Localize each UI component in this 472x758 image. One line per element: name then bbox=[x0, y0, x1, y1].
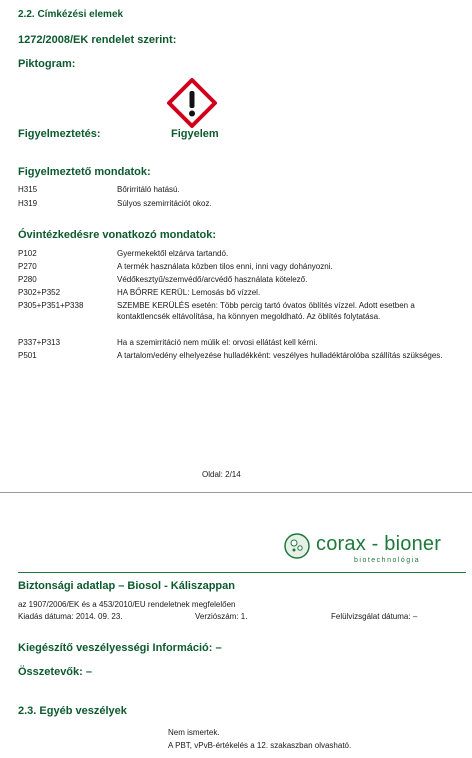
precaution-code: P280 bbox=[18, 275, 37, 284]
version-number: Verziószám: 1. bbox=[195, 612, 248, 621]
precaution-code: P501 bbox=[18, 351, 37, 360]
precaution-text: Ha a szemirritáció nem múlik el: orvosi ellátást kell kérni. bbox=[117, 338, 318, 347]
precaution-text: Gyermekektől elzárva tartandó. bbox=[117, 249, 229, 258]
other-hazards-line: A PBT, vPvB-értékelés a 12. szakaszban olvasható. bbox=[168, 741, 352, 750]
ingredients: Összetevők: – bbox=[18, 666, 92, 678]
hazard-text: Súlyos szemirritációt okoz. bbox=[117, 199, 212, 208]
logo-name: corax - bioner bbox=[316, 533, 442, 555]
precaution-text: A termék használata közben tilos enni, inni vagy dohányozni. bbox=[117, 262, 333, 271]
section-title: 2.2. Címkézési elemek bbox=[18, 9, 124, 20]
page-number: Oldal: 2/14 bbox=[202, 470, 241, 479]
logo-subtitle: biotechnológia bbox=[354, 557, 421, 564]
precaution-code: P305+P351+P338 bbox=[18, 301, 84, 310]
warning-label: Figyelmeztetés: bbox=[18, 128, 101, 140]
precaution-text: A tartalom/edény elhelyezése hulladékként: veszélyes hulladéktárolóba szállítás szükséges. bbox=[117, 351, 443, 360]
extra-safety-info: Kiegészítő veszélyességi Információ: – bbox=[18, 642, 222, 654]
precaution-code: P302+P352 bbox=[18, 288, 61, 297]
precaution-code: P337+P313 bbox=[18, 338, 61, 347]
corax-bioner-logo-icon bbox=[284, 533, 310, 559]
issue-date: Kiadás dátuma: 2014. 09. 23. bbox=[18, 612, 123, 621]
hazard-code: H315 bbox=[18, 185, 38, 194]
review-date: Felülvizsgálat dátuma: – bbox=[331, 612, 418, 621]
page-divider bbox=[0, 492, 472, 493]
document-title: Biztonsági adatlap – Biosol - Káliszappan bbox=[18, 580, 235, 592]
precautionary-statements-title: Óvintézkedésre vonatkozó mondatok: bbox=[18, 229, 217, 241]
hazard-code: H319 bbox=[18, 199, 38, 208]
header-rule bbox=[18, 572, 466, 573]
pictogram-label: Piktogram: bbox=[18, 58, 76, 70]
precaution-code: P270 bbox=[18, 262, 37, 271]
signal-word: Figyelem bbox=[171, 128, 219, 140]
other-hazards-title: 2.3. Egyéb veszélyek bbox=[18, 705, 127, 717]
precaution-code: P102 bbox=[18, 249, 37, 258]
precaution-text: Védőkesztyű/szemvédő/arcvédő használata kötelező. bbox=[117, 275, 308, 284]
precaution-text: SZEMBE KERÜLÉS esetén: Több percig tartó óvatos öblítés vízzel. Adott esetben a kontaktlencsék eltávolítása, ha könnyen megoldható. Az öblítés folytatása. bbox=[117, 301, 415, 321]
exclamation-mark-hazard-icon bbox=[167, 78, 217, 128]
other-hazards-line: Nem ismertek. bbox=[168, 728, 220, 737]
hazard-statements-title: Figyelmeztető mondatok: bbox=[18, 166, 151, 178]
regulation-compliance: az 1907/2006/EK és a 453/2010/EU rendeletnek megfelelően bbox=[18, 600, 236, 609]
regulation-line: 1272/2008/EK rendelet szerint: bbox=[18, 34, 177, 46]
precaution-text: HA BŐRRE KERÜL: Lemosás bő vízzel. bbox=[117, 288, 261, 297]
hazard-text: Bőrirritáló hatású. bbox=[117, 185, 180, 194]
